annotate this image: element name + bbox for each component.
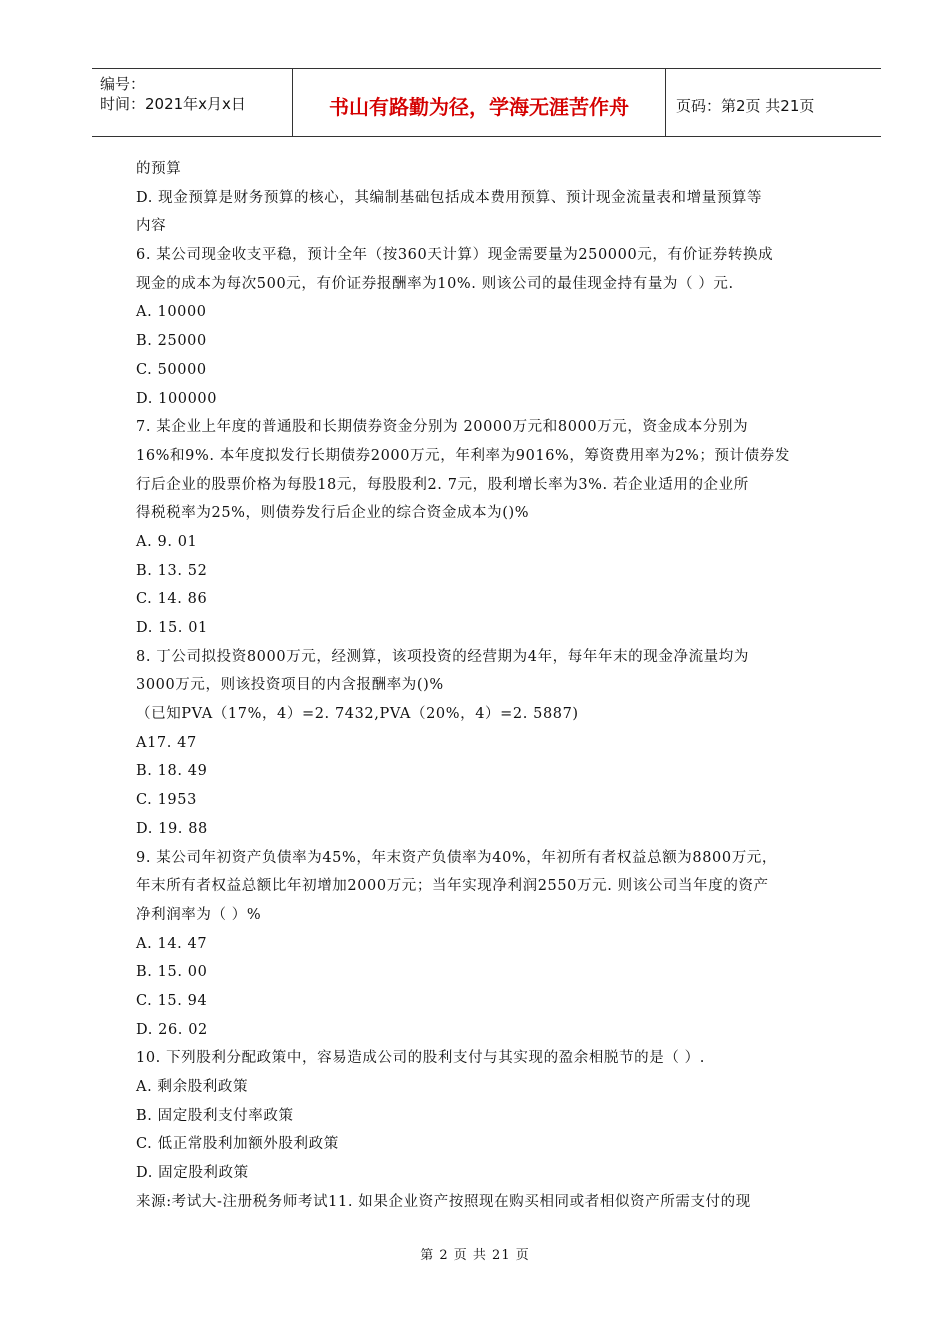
- text-line: 得税税率为25%，则债券发行后企业的综合资金成本为()%: [136, 505, 530, 522]
- question-9: 9. 某公司年初资产负债率为45%，年末资产负债率为40%，年初所有者权益总额为8800万元，: [136, 849, 777, 866]
- header-page-cell: [666, 69, 881, 136]
- option-line: A. 14. 47: [136, 935, 208, 952]
- header-meta-cell: [92, 69, 293, 136]
- option-line: A. 9. 01: [136, 533, 198, 550]
- option-line: B. 18. 49: [136, 763, 208, 780]
- option-line: B. 25000: [136, 333, 207, 350]
- option-line: A. 剩余股利政策: [136, 1079, 249, 1095]
- option-line: C. 50000: [136, 361, 207, 378]
- question-10: 10. 下列股利分配政策中，容易造成公司的股利支付与其实现的盈余相脱节的是（ ）.: [136, 1050, 705, 1067]
- text-line: 现金的成本为每次500元，有价证券报酬率为10%. 则该公司的最佳现金持有量为（ ）元.: [136, 275, 734, 292]
- option-line: C. 14. 86: [136, 591, 208, 608]
- header-page-number: 页码：第2页 共21页: [676, 97, 815, 115]
- text-line: 的预算: [136, 161, 182, 177]
- text-line: 净利润率为（ ）%: [136, 906, 262, 923]
- text-line: D. 现金预算是财务预算的核心，其编制基础包括成本费用预算、预计现金流量表和增量预算等: [136, 189, 763, 206]
- page-header: [92, 68, 881, 137]
- source-line: 来源:考试大-注册税务师考试11. 如果企业资产按照现在购买相同或者相似资产所需支付的现: [136, 1193, 751, 1210]
- document-body: [136, 155, 842, 1216]
- option-line: A. 10000: [136, 304, 207, 321]
- option-line: C. 低正常股利加额外股利政策: [136, 1136, 339, 1153]
- text-line: （已知PVA（17%，4）=2. 7432,PVA（20%，4）=2. 5887): [136, 706, 579, 723]
- option-line: D. 固定股利政策: [136, 1165, 249, 1182]
- page-footer: 第 2 页 共 21 页: [420, 1248, 530, 1263]
- option-line: C. 15. 94: [136, 992, 208, 1009]
- document-code-label: 编号：: [100, 75, 146, 93]
- document-time-label: 时间：2021年x月x日: [100, 95, 246, 113]
- option-line: D. 100000: [136, 390, 218, 407]
- header-motto: 书山有路勤为径，学海无涯苦作舟: [329, 95, 629, 119]
- option-line: D. 26. 02: [136, 1021, 208, 1038]
- option-line: C. 1953: [136, 792, 197, 809]
- option-line: D. 19. 88: [136, 820, 208, 837]
- option-line: D. 15. 01: [136, 620, 208, 636]
- text-line: 16%和9%. 本年度拟发行长期债券2000万元，年利率为9016%，筹资费用率为2%；预计债券发: [136, 447, 790, 464]
- text-line: 3000万元，则该投资项目的内含报酬率为()%: [136, 677, 444, 694]
- text-line: 行后企业的股票价格为每股18元，每股股利2. 7元，股利增长率为3%. 若企业适用的企业所: [136, 476, 749, 493]
- text-line: 内容: [136, 218, 167, 235]
- option-line: B. 15. 00: [136, 964, 208, 981]
- option-line: B. 13. 52: [136, 562, 208, 579]
- option-line: B. 固定股利支付率政策: [136, 1107, 294, 1124]
- question-6: 6. 某公司现金收支平稳，预计全年（按360天计算）现金需要量为250000元，有价证券转换成: [136, 247, 774, 264]
- option-line: A17. 47: [136, 734, 197, 751]
- header-motto-cell: [293, 69, 666, 136]
- question-8: 8. 丁公司拟投资8000万元，经测算，该项投资的经营期为4年，每年年末的现金净流量均为: [136, 648, 749, 665]
- question-7: 7. 某企业上年度的普通股和长期债券资金分别为 20000万元和8000万元，资金成本分别为: [136, 419, 749, 436]
- text-line: 年末所有者权益总额比年初增加2000万元；当年实现净利润2550万元. 则该公司当年度的资产: [136, 878, 769, 895]
